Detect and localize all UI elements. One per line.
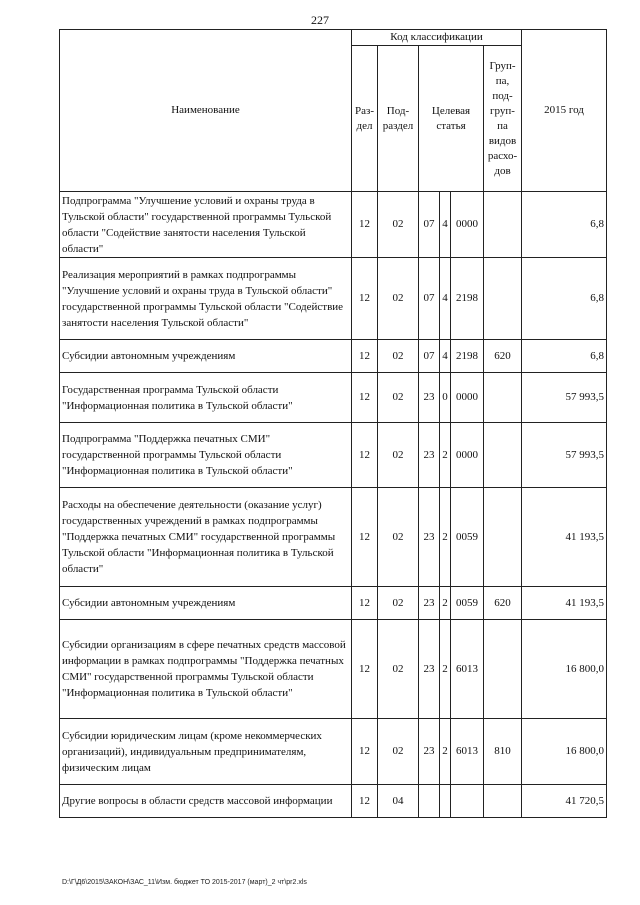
row-target-program: 07 [419,258,440,340]
row-subsection: 02 [378,488,419,587]
row-subsection: 02 [378,192,419,258]
row-expense-group [484,423,522,488]
row-amount: 41 193,5 [522,488,607,587]
row-subsection: 02 [378,423,419,488]
row-expense-group [484,373,522,423]
header-year: 2015 год [522,30,607,192]
row-amount: 16 800,0 [522,719,607,785]
row-target-program: 07 [419,340,440,373]
row-target-subprogram: 2 [440,719,451,785]
table-row [60,620,607,719]
row-amount: 6,8 [522,258,607,340]
row-target-subprogram: 2 [440,423,451,488]
row-target-subprogram: 2 [440,488,451,587]
row-expense-group: 620 [484,340,522,373]
row-name: Субсидии автономным учреждениям [60,340,352,373]
table-row [60,785,607,818]
row-target-direction: 2198 [451,258,484,340]
header-expense-group: Груп-па, под-груп-па видов расхо-дов [484,46,522,192]
row-name: Подпрограмма "Улучшение условий и охраны труда в Тульской области" государственной программы Тульской области "Содействие занятости населения Тульской области" [60,192,352,258]
row-amount: 41 193,5 [522,587,607,620]
row-target-direction: 0059 [451,488,484,587]
table-row [60,488,607,587]
table-row [60,258,607,340]
row-name: Субсидии автономным учреждениям [60,587,352,620]
row-subsection: 02 [378,719,419,785]
file-path-footer: D:\Г\Д6\2015\ЗАКОН\ЗАС_11\Изм. бюджет ТО 2015-2017 (март)_2 чт\pr2.xls [62,879,307,886]
row-expense-group [484,192,522,258]
row-section: 12 [352,373,378,423]
row-target-subprogram: 0 [440,373,451,423]
row-name: Государственная программа Тульской области "Информационная политика в Тульской области" [60,373,352,423]
row-name: Подпрограмма "Поддержка печатных СМИ" государственной программы Тульской области "Информационная политика в Тульской области" [60,423,352,488]
row-target-subprogram: 4 [440,192,451,258]
row-target-subprogram: 4 [440,258,451,340]
row-subsection: 02 [378,587,419,620]
header-subsection: Под-раздел [378,46,419,192]
row-expense-group [484,620,522,719]
row-target-direction [451,785,484,818]
row-name: Реализация мероприятий в рамках подпрограммы "Улучшение условий и охраны труда в Тульской области" государственной программы Тульской области "Содействие занятости населения Тульской области" [60,258,352,340]
row-section: 12 [352,258,378,340]
row-amount: 6,8 [522,340,607,373]
row-section: 12 [352,620,378,719]
row-target-direction: 2198 [451,340,484,373]
row-subsection: 02 [378,373,419,423]
row-section: 12 [352,340,378,373]
row-target-program: 23 [419,587,440,620]
row-subsection: 04 [378,785,419,818]
table-row [60,587,607,620]
row-amount: 57 993,5 [522,373,607,423]
row-name: Расходы на обеспечение деятельности (оказание услуг) государственных учреждений в рамках подпрограммы "Поддержка печатных СМИ" государственной программы Тульской области "Информационная политика в Тульской области" [60,488,352,587]
row-section: 12 [352,488,378,587]
page-number: 227 [311,13,329,27]
table-row [60,719,607,785]
row-target-direction: 6013 [451,620,484,719]
row-target-subprogram: 2 [440,587,451,620]
row-target-direction: 0000 [451,423,484,488]
row-expense-group [484,258,522,340]
row-section: 12 [352,423,378,488]
row-subsection: 02 [378,258,419,340]
row-target-program: 23 [419,620,440,719]
row-target-program [419,785,440,818]
row-target-program: 23 [419,373,440,423]
row-expense-group [484,785,522,818]
header-classification: Код классификации [352,30,522,46]
table-row [60,192,607,258]
table-row [60,340,607,373]
row-target-direction: 0000 [451,373,484,423]
row-expense-group: 620 [484,587,522,620]
row-subsection: 02 [378,340,419,373]
budget-table [59,29,607,818]
table-row [60,423,607,488]
row-target-direction: 0059 [451,587,484,620]
header-name: Наименование [60,30,352,192]
row-target-program: 07 [419,192,440,258]
table-row [60,373,607,423]
row-amount: 41 720,5 [522,785,607,818]
row-section: 12 [352,192,378,258]
header-section: Раз-дел [352,46,378,192]
row-target-subprogram: 4 [440,340,451,373]
row-target-program: 23 [419,488,440,587]
row-name: Субсидии юридическим лицам (кроме некоммерческих организаций), индивидуальным предпринимателям, физическим лицам [60,719,352,785]
row-target-subprogram: 2 [440,620,451,719]
row-subsection: 02 [378,620,419,719]
row-amount: 6,8 [522,192,607,258]
row-name: Другие вопросы в области средств массовой информации [60,785,352,818]
header-target-item: Целевая статья [419,46,484,192]
row-amount: 57 993,5 [522,423,607,488]
row-target-direction: 6013 [451,719,484,785]
row-expense-group: 810 [484,719,522,785]
row-target-program: 23 [419,423,440,488]
row-section: 12 [352,587,378,620]
row-section: 12 [352,785,378,818]
row-amount: 16 800,0 [522,620,607,719]
row-name: Субсидии организациям в сфере печатных средств массовой информации в рамках подпрограммы "Поддержка печатных СМИ" государственной программы Тульской области "Информационная политика в Тульской области" [60,620,352,719]
row-target-subprogram [440,785,451,818]
row-section: 12 [352,719,378,785]
row-target-program: 23 [419,719,440,785]
row-target-direction: 0000 [451,192,484,258]
row-expense-group [484,488,522,587]
